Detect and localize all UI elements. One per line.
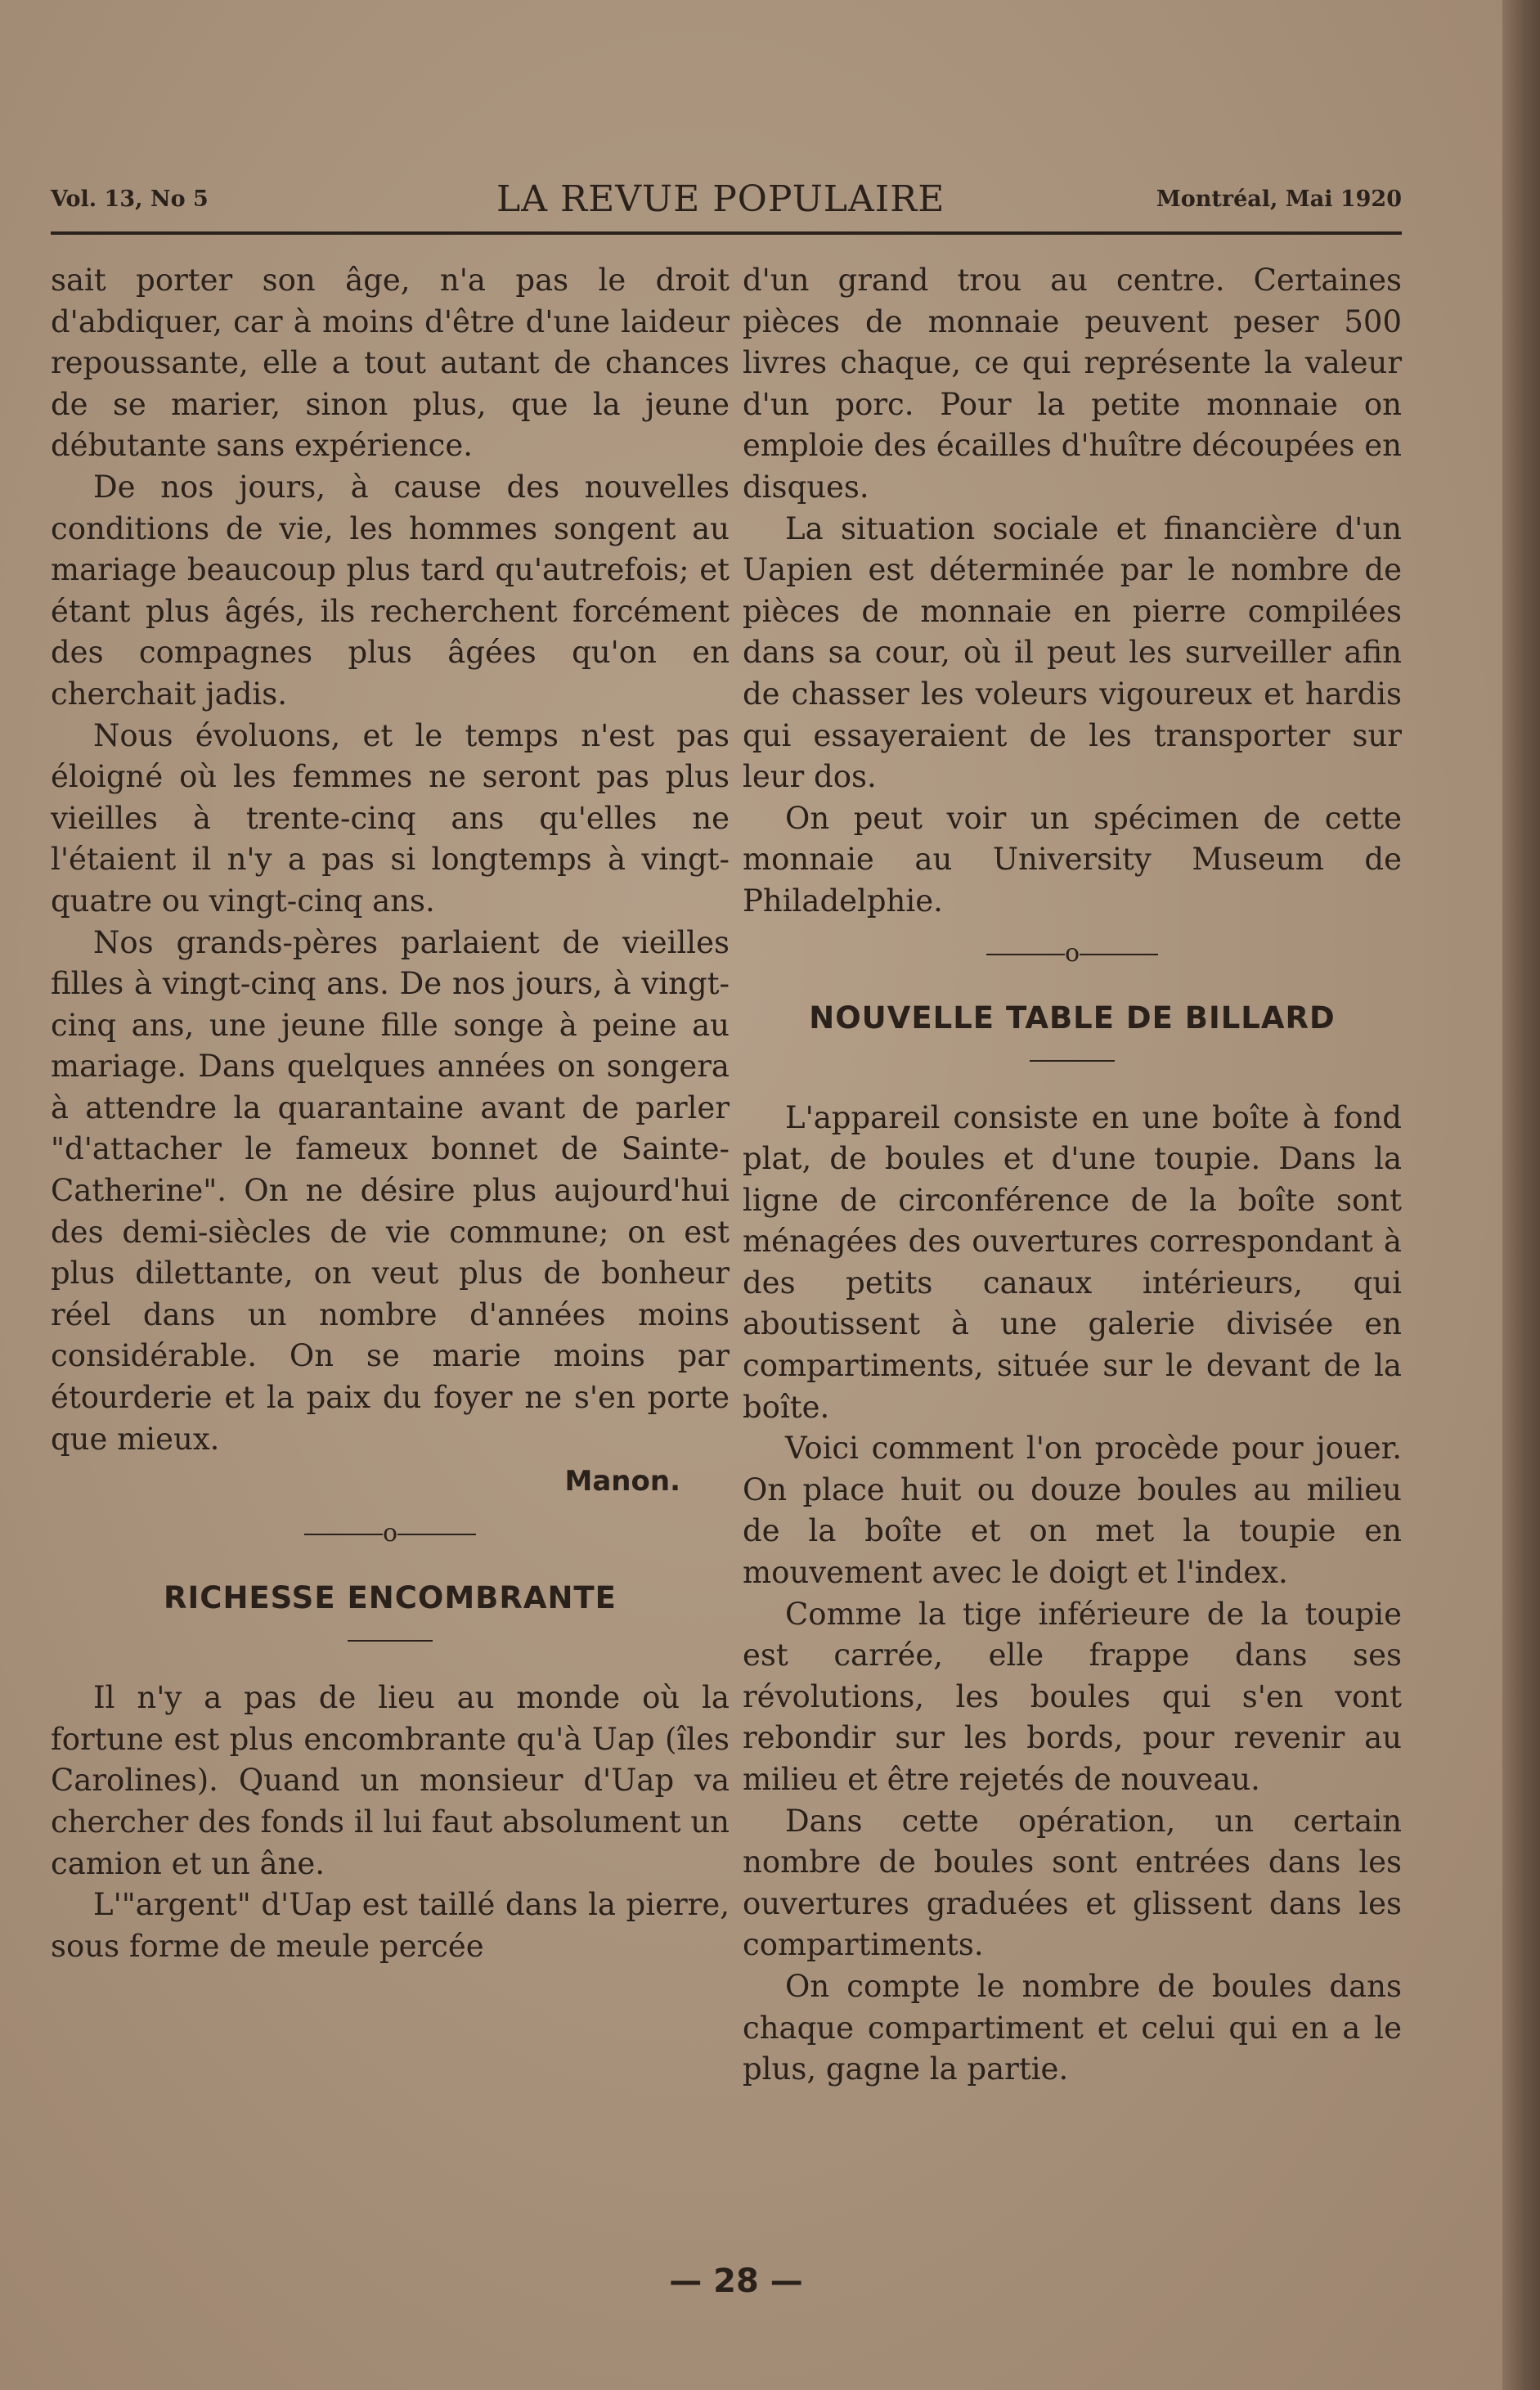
paragraph: La situation sociale et financière d'un Uapien est déterminée par le nombre de pièces de monnaie en pierre compilées dans sa cour, où il peut les surveiller afin de chasser les voleurs vigoureux et hardis qui essayeraient de les transporter sur leur dos.: [743, 510, 1402, 795]
publication-title: LA REVUE POPULAIRE: [496, 178, 945, 220]
section-separator: [51, 1517, 730, 1550]
paragraph: L'appareil consiste en une boîte à fond plat, de boules et d'une toupie. Dans la ligne de circonférence de la boîte sont ménagées des ouvertures correspondant à des petits canaux intérieurs, qui aboutissent à une galerie divisée en compartiments, située sur le devant de la boîte.: [743, 1099, 1402, 1425]
page-binding-edge: [1502, 0, 1540, 2390]
volume-number: Vol. 13, No 5: [51, 186, 209, 212]
paragraph: sait porter son âge, n'a pas le droit d'abdiquer, car à moins d'être d'une laideur repoussante, elle a tout autant de chances de se marier, sinon plus, que la jeune débutante sans expérience.: [51, 263, 730, 464]
heading-rule: [1030, 1060, 1115, 1062]
paragraph: De nos jours, à cause des nouvelles conditions de vie, les hommes songent au mariage beaucoup plus tard qu'autrefois; et étant plus âgés, ils recherchent forcément des compagnes plus âgées qu'on en cherchait jadis.: [51, 469, 730, 712]
article-heading: RICHESSE ENCOMBRANTE: [164, 1580, 617, 1616]
paragraph: L'"argent" d'Uap est taillé dans la pierre, sous forme de meule percée: [51, 1887, 730, 1964]
separator-mark: o: [382, 1519, 398, 1548]
paragraph: Dans cette opération, un certain nombre de boules sont entrées dans les ouvertures graduées et glissent dans les compartiments.: [743, 1803, 1402, 1963]
section-separator: [743, 937, 1402, 970]
left-column: [51, 260, 730, 1967]
paragraph: Nos grands-pères parlaient de vieilles filles à vingt-cinq ans. De nos jours, à vingt-cinq ans, une jeune fille songe à peine au mariage. Dans quelques années on songera à attendre la quarantaine avant de parler "d'attacher le fameux bonnet de Sainte-Catherine". On ne désire plus aujourd'hui des demi-siècles de vie commune; on est plus dilettante, on veut plus de bonheur réel dans un nombre d'années moins considérable. On se marie moins par étourderie et la paix du foyer ne s'en porte que mieux.: [51, 924, 730, 1457]
page-number: — 28 —: [669, 2262, 803, 2300]
separator-mark: o: [1064, 938, 1080, 968]
heading-rule: [348, 1640, 433, 1642]
right-column: [743, 260, 1402, 2091]
paragraph: On peut voir un spécimen de cette monnaie au University Museum de Philadelphie.: [743, 800, 1402, 919]
paragraph: Il n'y a pas de lieu au monde où la fortune est plus encombrante qu'à Uap (îles Carolines). Quand un monsieur d'Uap va chercher des fonds il lui faut absolument un camion et un âne.: [51, 1680, 730, 1881]
masthead-rule: [51, 231, 1402, 235]
masthead: [51, 178, 1402, 224]
author-signature: Manon.: [564, 1465, 680, 1498]
article-heading: NOUVELLE TABLE DE BILLARD: [809, 1000, 1336, 1036]
paragraph: Nous évoluons, et le temps n'est pas éloigné où les femmes ne seront pas plus vieilles à trente-cinq ans qu'elles ne l'étaient il n'y a pas si longtemps à vingt-quatre ou vingt-cinq ans.: [51, 717, 730, 919]
paragraph: Voici comment l'on procède pour jouer. On place huit ou douze boules au milieu de la boîte et on met la toupie en mouvement avec le doigt et l'index.: [743, 1431, 1402, 1591]
paragraph: On compte le nombre de boules dans chaque compartiment et celui qui en a le plus, gagne la partie.: [743, 1968, 1402, 2087]
issue-date: Montréal, Mai 1920: [1156, 186, 1402, 212]
paragraph: d'un grand trou au centre. Certaines pièces de monnaie peuvent peser 500 livres chaque, ce qui représente la valeur d'un porc. Pour la petite monnaie on emploie des écailles d'huître découpées en disques.: [743, 263, 1402, 505]
paragraph: Comme la tige inférieure de la toupie est carrée, elle frappe dans ses révolutions, les boules qui s'en vont rebondir sur les bords, pour revenir au milieu et être rejetés de nouveau.: [743, 1596, 1402, 1797]
